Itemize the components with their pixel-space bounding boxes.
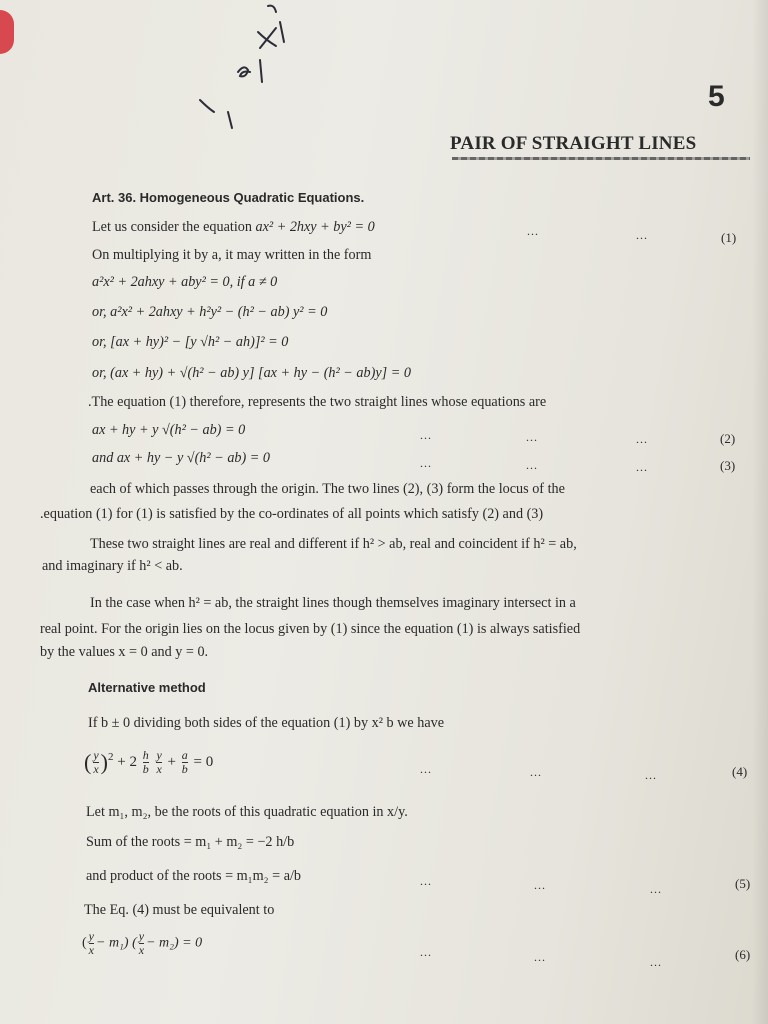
fraction-h-over-b: $\frac{h}{b}$: [142, 748, 149, 777]
equation-6: ( $\frac{y}{x}$ − m₁) ( $\frac{y}{x}$ − m₂) = 0: [82, 929, 203, 957]
pen-mark-x: [258, 6, 284, 48]
leader-dots: ...: [636, 228, 648, 242]
fraction-a-over-b: $\frac{a}{b}$: [181, 748, 188, 777]
title-underline: [452, 157, 750, 160]
leader-dots: ...: [636, 460, 648, 474]
text-line-13: and imaginary if h² < ab.: [42, 558, 183, 574]
chapter-number: 5: [708, 80, 725, 113]
leader-dots: ...: [420, 456, 432, 470]
equation-number-3: (3): [720, 458, 736, 473]
chapter-title: PAIR OF STRAIGHT LINES: [450, 133, 697, 154]
alt-line-5: and product of the roots = m₁m₂ = a/b: [86, 868, 302, 884]
equation-number-4: (4): [732, 764, 748, 779]
fraction-y-over-x-2: $\frac{y}{x}$: [156, 748, 162, 777]
text-line-4: or, a²x² + 2ahxy + h²y² − (h² − ab) y² = 0: [92, 304, 328, 320]
equation-3: and ax + hy − y √(h² − ab) = 0: [92, 450, 270, 466]
equation-number-1: (1): [721, 230, 737, 245]
fraction-y-over-x: $\frac{y}{x}$: [93, 748, 99, 777]
equation-2: ax + hy + y √(h² − ab) = 0: [92, 422, 246, 438]
page-fold-shadow: [752, 0, 768, 1024]
leader-dots: ...: [526, 458, 538, 472]
equation-number-5: (5): [735, 876, 751, 891]
article-title: Homogeneous Quadratic Equations.: [139, 190, 365, 205]
alt-line-1: If b ± 0 dividing both sides of the equation (1) by x² b we have: [88, 715, 445, 731]
alt-line-4: Sum of the roots = m₁ + m₂ = −2 h/b: [86, 834, 295, 850]
text-line-2: On multiplying it by a, it may written in the form: [92, 247, 372, 263]
section-heading-alternative: Alternative method: [88, 680, 206, 695]
leader-dots: ...: [420, 762, 432, 776]
fraction-y-over-x-4: $\frac{y}{x}$: [138, 929, 145, 957]
text-line-1: [92, 218, 375, 236]
alt-line-6: The Eq. (4) must be equivalent to: [84, 902, 275, 918]
leader-dots: ...: [526, 430, 538, 444]
leader-dots: ...: [530, 765, 542, 779]
equation-number-6: (6): [735, 947, 751, 962]
text-line-7: .The equation (1) therefore, represents the two straight lines whose equations are: [88, 394, 547, 410]
text-line-12: These two straight lines are real and different if h² > ab, real and coincident if h² = ab,: [90, 536, 577, 552]
pen-mark-l: [200, 100, 232, 128]
leader-dots: ...: [650, 882, 662, 896]
alt-line-3: Let m₁, m₂, be the roots of this quadratic equation in x/y.: [86, 804, 408, 820]
leader-dots: ...: [420, 945, 432, 959]
pen-mark-al: [238, 60, 262, 82]
leader-dots: ...: [650, 955, 662, 969]
page-tab-marker: [0, 10, 14, 54]
article-label: Art. 36.: [92, 190, 137, 205]
leader-dots: ...: [527, 224, 539, 238]
article-heading: [92, 189, 364, 207]
leader-dots: ...: [534, 878, 546, 892]
equation-1: ax² + 2hxy + by² = 0: [255, 219, 375, 235]
fraction-y-over-x-3: $\frac{y}{x}$: [88, 929, 94, 957]
handwritten-marks: [180, 0, 500, 140]
text-line-11: .equation (1) for (1) is satisfied by the co-ordinates of all points which satisfy (2) and (3): [40, 506, 544, 522]
text-line-6: or, (ax + hy) + √(h² − ab) y] [ax + hy − (h² − ab)y] = 0: [92, 365, 411, 381]
leader-dots: ...: [420, 874, 432, 888]
equation-4: ( $\frac{y}{x}$ )$^2$ + 2 $\frac{h}{b}$ $\frac{y}{x}$ + $\frac{a}{b}$ = 0: [84, 748, 214, 777]
text-line-15: real point. For the origin lies on the locus given by (1) since the equation (1) is always satisfied: [40, 621, 581, 637]
text-line-14: In the case when h² = ab, the straight lines though themselves imaginary intersect in a: [90, 595, 576, 611]
equation-number-2: (2): [720, 431, 736, 446]
text-line-1-prose: Let us consider the equation: [92, 219, 252, 235]
leader-dots: ...: [534, 950, 546, 964]
leader-dots: ...: [420, 428, 432, 442]
text-line-10: each of which passes through the origin. The two lines (2), (3) form the locus of the: [90, 481, 565, 497]
text-line-3: a²x² + 2ahxy + aby² = 0, if a ≠ 0: [92, 274, 278, 290]
text-line-16: by the values x = 0 and y = 0.: [40, 644, 209, 660]
leader-dots: ...: [645, 768, 657, 782]
text-line-5: or, [ax + hy)² − [y √h² − ah)]² = 0: [92, 334, 289, 350]
leader-dots: ...: [636, 432, 648, 446]
